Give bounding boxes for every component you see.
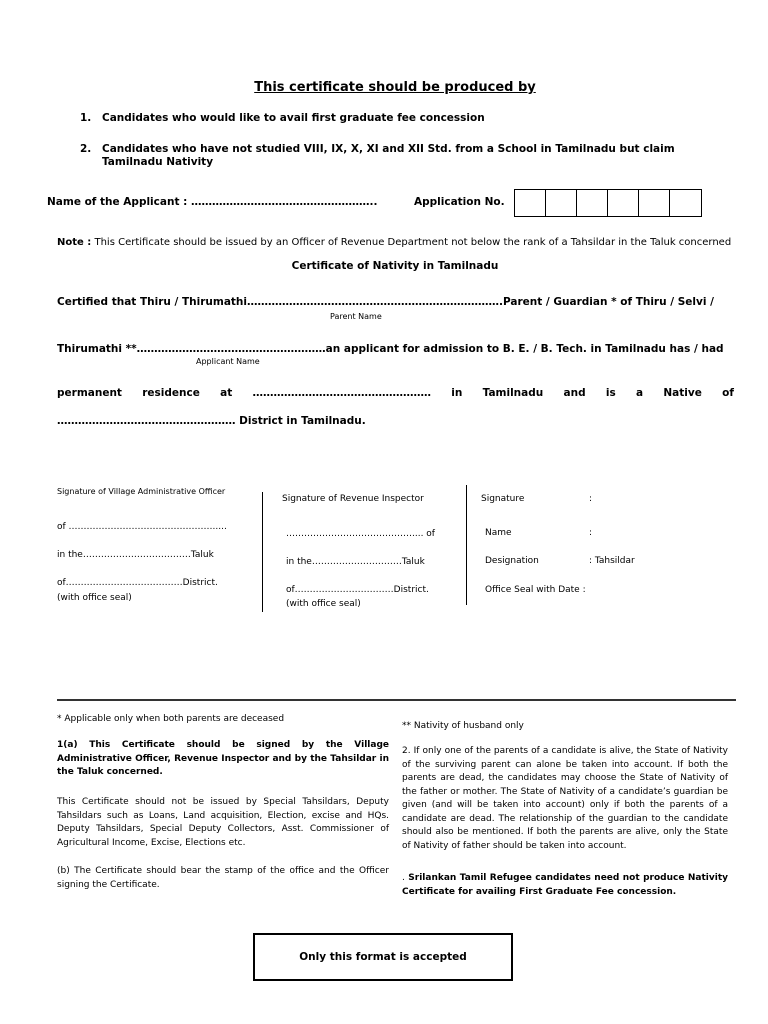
word: in [451, 387, 463, 399]
tahsildar-name-value: : [589, 528, 593, 538]
designation-label: Designation [485, 556, 539, 566]
applicant-name-label: Name of the Applicant : …………………………………………….. [47, 196, 378, 208]
list-number: 2. [80, 143, 92, 155]
application-no-boxes[interactable] [514, 189, 702, 217]
format-accepted-box [253, 933, 513, 981]
list-text: Candidates who have not studied VIII, IX, X, XI and XII Std. from a School in Tamilnadu but claim Tamilnadu Nativity [102, 143, 675, 168]
vao-signature-heading: Signature of Village Administrative Officer [57, 487, 226, 496]
word: permanent [57, 387, 122, 399]
vao-district: of…………………………………District. [57, 578, 218, 588]
body-line-3 [57, 387, 734, 399]
designation-value: : Tahsildar [589, 556, 635, 566]
tahsildar-name-label: Name [485, 528, 512, 538]
certificate-title: Certificate of Nativity in Tamilnadu [291, 260, 499, 272]
digit-box[interactable] [577, 190, 608, 216]
applicant-name-caption: Applicant Name [196, 357, 260, 366]
ri-district: of……………………………District. [286, 585, 429, 595]
ri-seal: (with office seal) [286, 599, 361, 609]
list-number: 1. [80, 112, 92, 124]
vao-seal: (with office seal) [57, 593, 132, 603]
vao-of: of …………………………………………..... [57, 522, 227, 532]
note-label: Note : [57, 237, 92, 248]
divider [262, 492, 263, 612]
digit-box[interactable] [639, 190, 670, 216]
refugee-text: Srilankan Tamil Refugee candidates need not produce Nativity Certificate for availing First Graduate Fee concession. [402, 873, 728, 897]
list-text: Candidates who would like to avail first graduate fee concession [102, 112, 485, 124]
refugee-note [402, 872, 728, 899]
word: at [220, 387, 233, 399]
note [57, 237, 747, 248]
body-line-1: Certified that Thiru / Thirumathi……………………………………………………………….Parent / Guardian * of Thiru / Selvi / [57, 296, 714, 308]
ri-signature-heading: Signature of Revenue Inspector [282, 494, 424, 504]
ri-of: …………………………………….... of [286, 529, 435, 539]
body-line-2: Thirumathi **………………………………………………an applicant for admission to B. E. / B. Tech. in Tamilnadu has / had [57, 343, 724, 355]
digit-box[interactable] [670, 190, 701, 216]
word: …………………………………………… [252, 387, 431, 399]
office-seal-label: Office Seal with Date : [485, 585, 586, 595]
digit-box[interactable] [608, 190, 639, 216]
format-accepted-text: Only this format is accepted [299, 951, 467, 963]
tahsildar-signature-value: : [589, 494, 593, 504]
tahsildar-signature-label: Signature [481, 494, 525, 504]
word: is [605, 387, 616, 399]
word: residence [142, 387, 200, 399]
body-line-4: …………………………………………… District in Tamilnadu. [57, 415, 366, 427]
list-item [80, 112, 720, 126]
divider [466, 485, 467, 605]
refugee-bullet: . [402, 873, 405, 883]
word: Tamilnadu [482, 387, 544, 399]
note-1a-detail: This Certificate should not be issued by Special Tahsildars, Deputy Tahsildars such as Loans, Land acquisition, Election, excise and HQs. Deputy Tahsildars, Special Deputy Collectors, Asst. Commissioner of Agricultural Income, Excise, Elections etc. [57, 797, 389, 848]
word: and [563, 387, 586, 399]
section-divider [57, 699, 736, 701]
note-1a: 1(a) This Certificate should be signed by the Village Administrative Officer, Revenue Inspector and by the Tahsildar in the Taluk concerned. [57, 740, 389, 777]
ri-taluk: in the…………………………Taluk [286, 557, 425, 567]
asterisk-note: * Applicable only when both parents are deceased [57, 714, 285, 724]
digit-box[interactable] [546, 190, 577, 216]
word: Native [663, 387, 702, 399]
application-no-label: Application No. [414, 196, 505, 208]
note-2: 2. If only one of the parents of a candidate is alive, the State of Nativity of the surviving parent can alone be taken into account. If both the parents are dead, the candidates may choose the State of Nativity of the father or mother. The State of Nativity of a candidate’s guardian be given (and will be taken into account) only if both the parents of a candidate are dead. The relationship of the guardian to the candidate should also be mentioned. If both the parents are alive, only the State of Nativity of father should be taken into account. [402, 746, 728, 851]
note-text: This Certificate should be issued by an Officer of Revenue Department not below the rank of a Tahsildar in the Taluk concerned [91, 237, 732, 248]
page-title: This certificate should be produced by [254, 80, 536, 95]
vao-taluk: in the………………………………Taluk [57, 550, 214, 560]
list-item [80, 143, 720, 171]
word: of [722, 387, 734, 399]
parent-name-caption: Parent Name [330, 312, 382, 321]
word: a [636, 387, 644, 399]
digit-box[interactable] [515, 190, 546, 216]
note-1b: (b) The Certificate should bear the stamp of the office and the Officer signing the Certificate. [57, 866, 389, 890]
double-asterisk-note: ** Nativity of husband only [402, 721, 524, 731]
